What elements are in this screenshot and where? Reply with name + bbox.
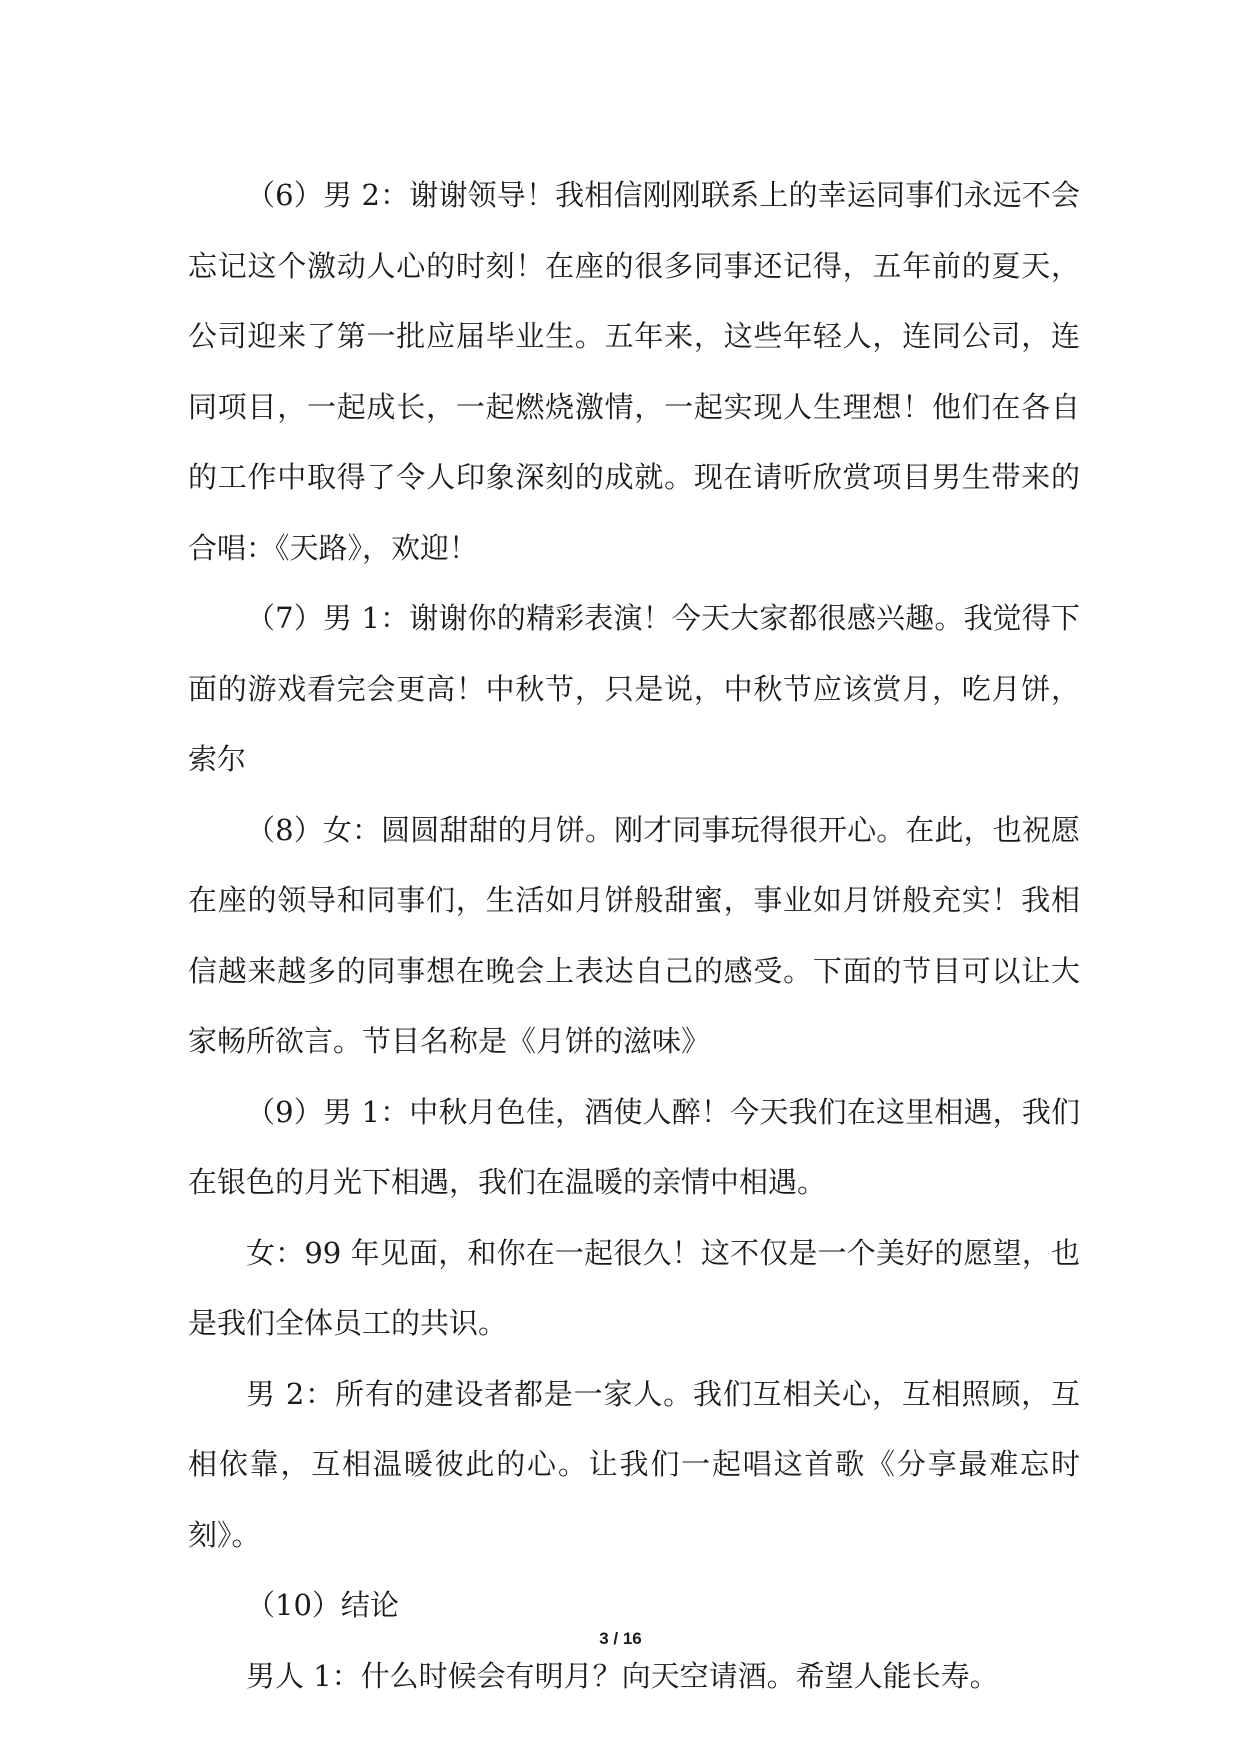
page-number: 3 / 16 — [599, 1629, 642, 1648]
paragraph-male1-closing: 男人 1：什么时候会有明月？向天空请酒。希望人能长寿。 — [246, 1658, 999, 1693]
paragraph-6: （6）男 2：谢谢领导！我相信刚刚联系上的幸运同事们永远不会忘记这个激动人心的时刻！在座的很多同事还记得，五年前的夏天，公司迎来了第一批应届毕业生。五年来，这些年轻人，连同公司，连同项目，一起成长，一起燃烧激情，一起实现人生理想！他们在各自的工作中取得了令人印象深刻的成就。现在请听欣赏项目男生带来的合唱：《天路》，欢迎！ — [188, 178, 1080, 565]
paragraph-8: （8）女：圆圆甜甜的月饼。刚才同事玩得很开心。在此，也祝愿在座的领导和同事们，生活如月饼般甜蜜，事业如月饼般充实！我相信越来越多的同事想在晚会上表达自己的感受。下面的节目可以让大家畅所欲言。节目名称是《月饼的滋味》 — [188, 812, 1080, 1058]
paragraph-female-line: 女：99 年见面，和你在一起很久！这不仅是一个美好的愿望，也是我们全体员工的共识。 — [188, 1235, 1080, 1340]
paragraph-10-heading: （10）结论 — [246, 1588, 399, 1622]
paragraph-9: （9）男 1：中秋月色佳，酒使人醉！今天我们在这里相遇，我们在银色的月光下相遇，我们在温暖的亲情中相遇。 — [188, 1094, 1080, 1199]
paragraph-male2-line: 男 2：所有的建设者都是一家人。我们互相关心，互相照顾，互相依靠，互相温暖彼此的心。让我们一起唱这首歌《分享最难忘时刻》。 — [188, 1376, 1080, 1552]
document-body — [188, 160, 1080, 1711]
paragraph-7: （7）男 1：谢谢你的精彩表演！今天大家都很感兴趣。我觉得下面的游戏看完会更高！中秋节，只是说，中秋节应该赏月，吃月饼，索尔 — [188, 601, 1080, 776]
